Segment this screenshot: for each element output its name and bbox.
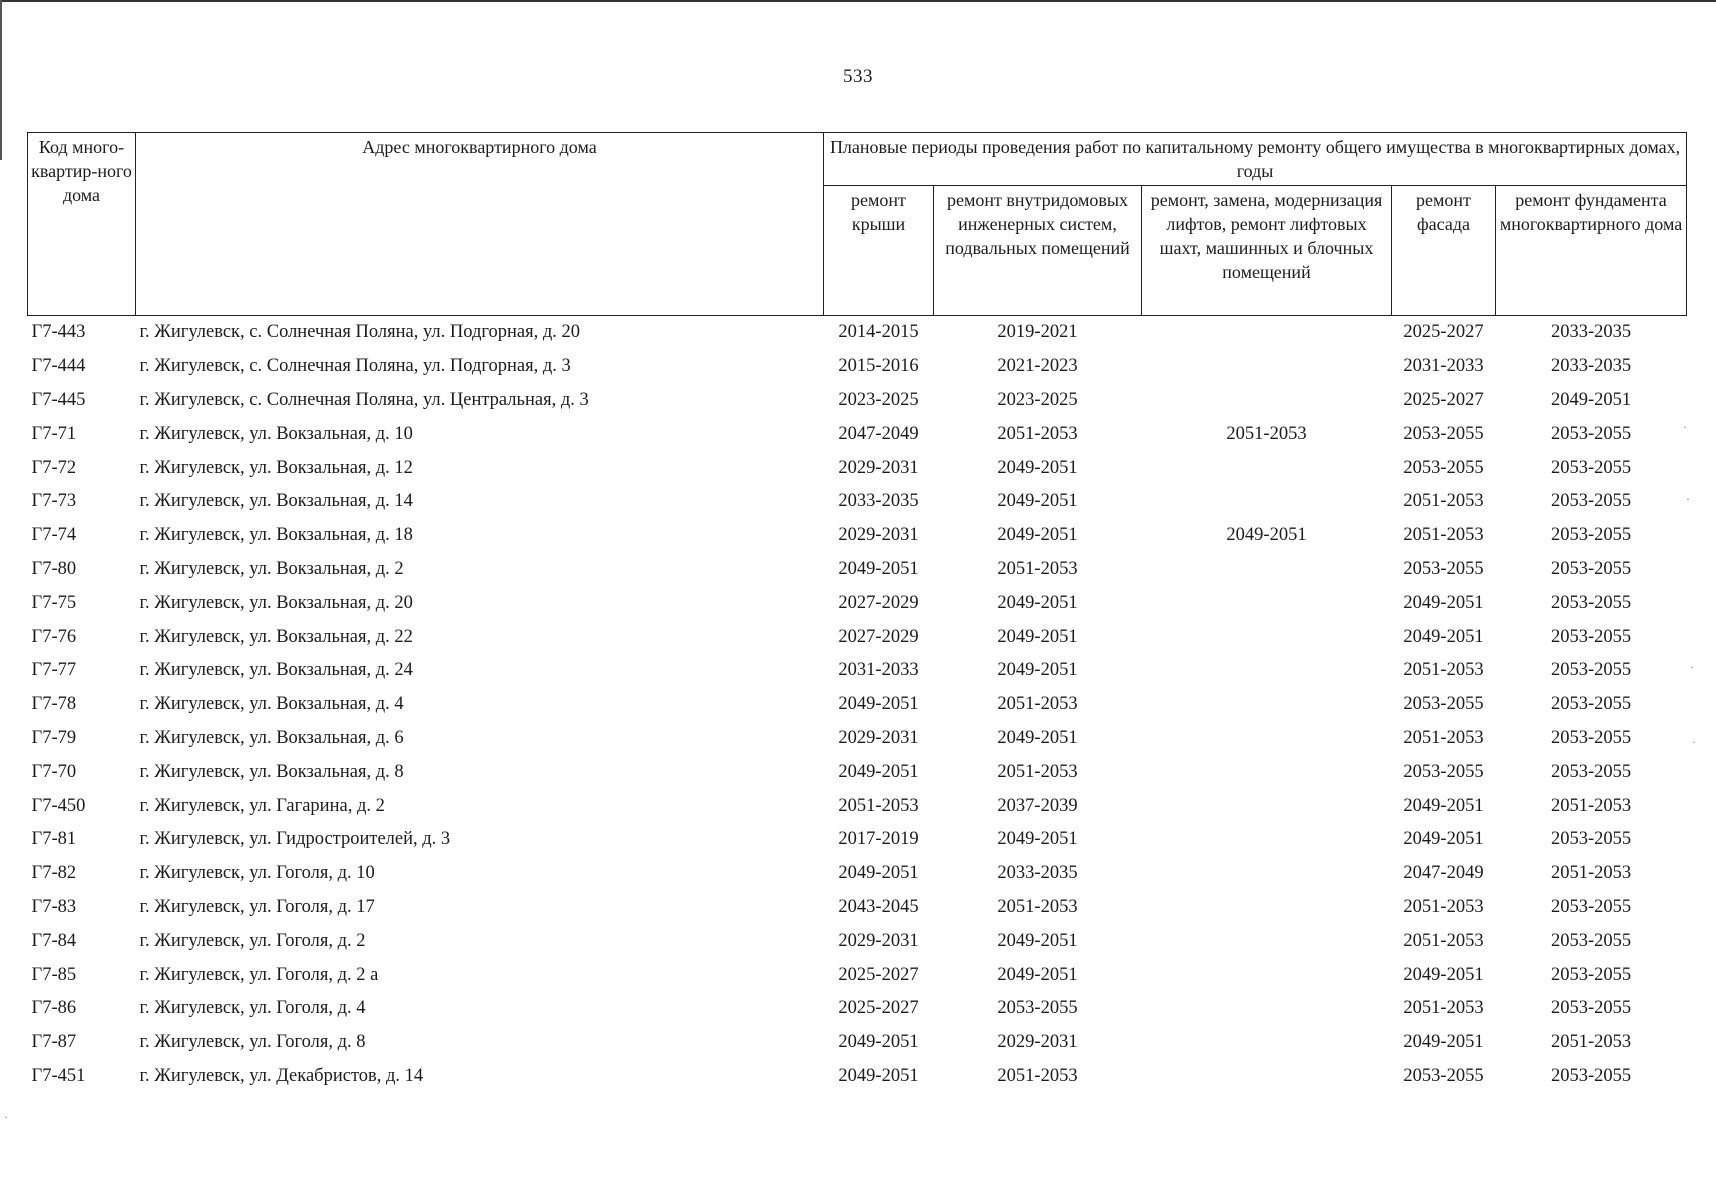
cell-systems: 2051-2053 <box>997 761 1078 782</box>
cell-address: г. Жигулевск, с. Солнечная Поляна, ул. Центральная, д. 3 <box>139 389 589 410</box>
cell-roof: 2049-2051 <box>838 1032 919 1053</box>
cell-systems: 2019-2021 <box>997 322 1078 343</box>
cell-foundation: 2053-2055 <box>1550 727 1632 748</box>
cell-foundation: 2053-2055 <box>1550 694 1632 715</box>
cell-address: г. Жигулевск, с. Солнечная Поляна, ул. Подгорная, д. 3 <box>139 356 571 377</box>
cell-facade: 2049-2051 <box>1403 1032 1484 1053</box>
cell-systems: 2049-2051 <box>997 829 1078 850</box>
cell-facade: 2051-2053 <box>1403 660 1484 681</box>
cell-roof: 2047-2049 <box>838 423 919 444</box>
cell-systems: 2049-2051 <box>997 964 1078 985</box>
cell-systems: 2051-2053 <box>997 558 1078 579</box>
cell-foundation: 2053-2055 <box>1550 964 1632 985</box>
cell-address: г. Жигулевск, ул. Вокзальная, д. 4 <box>139 694 404 715</box>
cell-code: Г7-445 <box>31 389 86 410</box>
cell-roof: 2025-2027 <box>838 998 919 1019</box>
cell-facade: 2053-2055 <box>1403 761 1484 782</box>
cell-roof: 2014-2015 <box>838 322 919 343</box>
cell-address: г. Жигулевск, ул. Гоголя, д. 8 <box>139 1032 366 1053</box>
cell-address: г. Жигулевск, ул. Вокзальная, д. 12 <box>139 457 413 478</box>
page-number: 533 <box>843 66 873 87</box>
cell-elevators <box>1142 1026 1392 1060</box>
cell-code: Г7-75 <box>31 592 77 613</box>
cell-code: Г7-443 <box>31 322 86 343</box>
cell-elevators <box>1142 1060 1392 1094</box>
cell-facade: 2053-2055 <box>1403 423 1484 444</box>
cell-foundation: 2053-2055 <box>1550 660 1632 681</box>
cell-address: г. Жигулевск, ул. Вокзальная, д. 6 <box>139 727 404 748</box>
scan-speck: · <box>1686 492 1690 506</box>
cell-roof: 2029-2031 <box>838 727 919 748</box>
cell-foundation: 2053-2055 <box>1550 761 1632 782</box>
cell-code: Г7-77 <box>31 660 77 681</box>
cell-code: Г7-81 <box>31 829 77 850</box>
cell-address: г. Жигулевск, ул. Вокзальная, д. 22 <box>139 626 413 647</box>
cell-elevators <box>1142 451 1392 485</box>
cell-roof: 2027-2029 <box>838 626 919 647</box>
cell-address: г. Жигулевск, ул. Гоголя, д. 10 <box>139 863 375 884</box>
cell-systems: 2021-2023 <box>997 356 1078 377</box>
cell-code: Г7-70 <box>31 761 77 782</box>
cell-facade: 2049-2051 <box>1403 964 1484 985</box>
table-row <box>28 620 1687 654</box>
table-row <box>28 688 1687 722</box>
cell-systems: 2049-2051 <box>997 930 1078 951</box>
table-row <box>28 350 1687 384</box>
cell-roof: 2031-2033 <box>838 660 919 681</box>
cell-address: г. Жигулевск, ул. Вокзальная, д. 10 <box>139 423 413 444</box>
table-row <box>28 823 1687 857</box>
header-planned-periods: Плановые периоды проведения работ по капитальному ремонту общего имущества в многоквартирных домах, годы <box>824 133 1687 186</box>
header-foundation: ремонт фундамента многоквартирного дома <box>1496 186 1687 316</box>
cell-address: г. Жигулевск, ул. Гагарина, д. 2 <box>139 795 385 816</box>
cell-address: г. Жигулевск, ул. Вокзальная, д. 18 <box>139 525 413 546</box>
cell-facade: 2047-2049 <box>1403 863 1484 884</box>
header-roof: ремонт крыши <box>824 186 934 316</box>
scan-speck: · <box>4 1110 8 1124</box>
cell-roof: 2029-2031 <box>838 930 919 951</box>
cell-elevators: 2051-2053 <box>1226 423 1307 444</box>
cell-facade: 2053-2055 <box>1403 558 1484 579</box>
cell-address: г. Жигулевск, ул. Вокзальная, д. 14 <box>139 491 413 512</box>
table-row <box>28 654 1687 688</box>
cell-roof: 2017-2019 <box>838 829 919 850</box>
cell-code: Г7-72 <box>31 457 77 478</box>
cell-roof: 2049-2051 <box>838 558 919 579</box>
table-row <box>28 755 1687 789</box>
cell-elevators <box>1142 654 1392 688</box>
header-systems: ремонт внутридомовых инженерных систем, подвальных помещений <box>934 186 1142 316</box>
cell-code: Г7-450 <box>31 795 86 816</box>
cell-foundation: 2053-2055 <box>1550 558 1632 579</box>
table-row <box>28 1060 1687 1094</box>
table-header <box>28 133 1687 316</box>
cell-facade: 2053-2055 <box>1403 1065 1484 1086</box>
cell-foundation: 2053-2055 <box>1550 1065 1632 1086</box>
header-facade: ремонт фасада <box>1392 186 1496 316</box>
cell-roof: 2033-2035 <box>838 491 919 512</box>
cell-foundation: 2053-2055 <box>1550 525 1632 546</box>
cell-elevators <box>1142 992 1392 1026</box>
cell-code: Г7-451 <box>31 1065 86 1086</box>
cell-foundation: 2049-2051 <box>1550 389 1632 410</box>
cell-facade: 2053-2055 <box>1403 694 1484 715</box>
cell-address: г. Жигулевск, ул. Гидростроителей, д. 3 <box>139 829 451 850</box>
cell-systems: 2023-2025 <box>997 389 1078 410</box>
cell-systems: 2049-2051 <box>997 525 1078 546</box>
cell-code: Г7-83 <box>31 896 77 917</box>
cell-foundation: 2051-2053 <box>1550 1032 1632 1053</box>
cell-roof: 2049-2051 <box>838 761 919 782</box>
cell-code: Г7-79 <box>31 727 77 748</box>
table-row <box>28 417 1687 451</box>
table-row <box>28 316 1687 350</box>
table-row <box>28 924 1687 958</box>
cell-facade: 2025-2027 <box>1403 322 1484 343</box>
cell-foundation: 2033-2035 <box>1550 356 1632 377</box>
table-body <box>28 316 1687 1094</box>
scan-speck: · <box>1690 660 1694 674</box>
cell-elevators <box>1142 553 1392 587</box>
table-row <box>28 789 1687 823</box>
cell-address: г. Жигулевск, ул. Вокзальная, д. 8 <box>139 761 404 782</box>
cell-address: г. Жигулевск, с. Солнечная Поляна, ул. Подгорная, д. 20 <box>139 322 581 343</box>
cell-elevators <box>1142 316 1392 350</box>
header-elevators: ремонт, замена, модернизация лифтов, ремонт лифтовых шахт, машинных и блочных помещений <box>1142 186 1392 316</box>
cell-systems: 2049-2051 <box>997 491 1078 512</box>
cell-foundation: 2053-2055 <box>1550 930 1632 951</box>
cell-systems: 2033-2035 <box>997 863 1078 884</box>
cell-roof: 2029-2031 <box>838 525 919 546</box>
cell-code: Г7-82 <box>31 863 77 884</box>
cell-code: Г7-80 <box>31 558 77 579</box>
cell-address: г. Жигулевск, ул. Гоголя, д. 2 <box>139 930 366 951</box>
cell-address: г. Жигулевск, ул. Гоголя, д. 2 а <box>139 964 379 985</box>
cell-elevators <box>1142 891 1392 925</box>
cell-facade: 2053-2055 <box>1403 457 1484 478</box>
table-row <box>28 485 1687 519</box>
cell-roof: 2049-2051 <box>838 694 919 715</box>
table-row <box>28 857 1687 891</box>
table-row <box>28 451 1687 485</box>
cell-facade: 2049-2051 <box>1403 626 1484 647</box>
cell-code: Г7-73 <box>31 491 77 512</box>
cell-systems: 2049-2051 <box>997 727 1078 748</box>
header-code: Код много-квартир-ного дома <box>28 133 136 316</box>
cell-roof: 2029-2031 <box>838 457 919 478</box>
cell-code: Г7-71 <box>31 423 77 444</box>
table-row <box>28 891 1687 925</box>
cell-facade: 2031-2033 <box>1403 356 1484 377</box>
cell-systems: 2029-2031 <box>997 1032 1078 1053</box>
cell-elevators <box>1142 958 1392 992</box>
cell-elevators: 2049-2051 <box>1226 525 1307 546</box>
header-address: Адрес многоквартирного дома <box>136 133 824 316</box>
cell-elevators <box>1142 485 1392 519</box>
cell-code: Г7-76 <box>31 626 77 647</box>
cell-roof: 2023-2025 <box>838 389 919 410</box>
cell-roof: 2049-2051 <box>838 1065 919 1086</box>
cell-foundation: 2053-2055 <box>1550 491 1632 512</box>
table-row <box>28 1026 1687 1060</box>
cell-foundation: 2053-2055 <box>1550 592 1632 613</box>
cell-elevators <box>1142 620 1392 654</box>
cell-roof: 2051-2053 <box>838 795 919 816</box>
cell-facade: 2051-2053 <box>1403 727 1484 748</box>
cell-roof: 2015-2016 <box>838 356 919 377</box>
table-row <box>28 384 1687 418</box>
cell-systems: 2051-2053 <box>997 1065 1078 1086</box>
cell-code: Г7-85 <box>31 964 77 985</box>
cell-facade: 2049-2051 <box>1403 592 1484 613</box>
cell-roof: 2027-2029 <box>838 592 919 613</box>
table-row <box>28 586 1687 620</box>
cell-systems: 2049-2051 <box>997 626 1078 647</box>
cell-roof: 2025-2027 <box>838 964 919 985</box>
cell-code: Г7-86 <box>31 998 77 1019</box>
table-row <box>28 722 1687 756</box>
cell-systems: 2049-2051 <box>997 457 1078 478</box>
table-row <box>28 958 1687 992</box>
scan-speck: · <box>1683 420 1687 434</box>
table-row <box>28 553 1687 587</box>
page-top-border <box>0 0 1716 6</box>
cell-foundation: 2033-2035 <box>1550 322 1632 343</box>
cell-elevators <box>1142 722 1392 756</box>
cell-foundation: 2053-2055 <box>1550 626 1632 647</box>
cell-elevators <box>1142 688 1392 722</box>
cell-elevators <box>1142 924 1392 958</box>
cell-elevators <box>1142 857 1392 891</box>
cell-address: г. Жигулевск, ул. Гоголя, д. 17 <box>139 896 375 917</box>
table-row <box>28 519 1687 553</box>
cell-systems: 2049-2051 <box>997 660 1078 681</box>
cell-elevators <box>1142 789 1392 823</box>
cell-code: Г7-87 <box>31 1032 77 1053</box>
cell-elevators <box>1142 350 1392 384</box>
cell-address: г. Жигулевск, ул. Декабристов, д. 14 <box>139 1065 424 1086</box>
cell-elevators <box>1142 755 1392 789</box>
cell-systems: 2049-2051 <box>997 592 1078 613</box>
cell-systems: 2051-2053 <box>997 694 1078 715</box>
cell-code: Г7-444 <box>31 356 86 377</box>
scan-speck: · <box>1692 735 1696 749</box>
cell-facade: 2051-2053 <box>1403 896 1484 917</box>
cell-foundation: 2053-2055 <box>1550 829 1632 850</box>
cell-code: Г7-74 <box>31 525 77 546</box>
cell-code: Г7-78 <box>31 694 77 715</box>
cell-foundation: 2053-2055 <box>1550 423 1632 444</box>
cell-foundation: 2053-2055 <box>1550 896 1632 917</box>
cell-facade: 2049-2051 <box>1403 795 1484 816</box>
cell-foundation: 2051-2053 <box>1550 795 1632 816</box>
cell-facade: 2051-2053 <box>1403 930 1484 951</box>
cell-roof: 2049-2051 <box>838 863 919 884</box>
repair-schedule-table <box>27 132 1687 1093</box>
cell-systems: 2051-2053 <box>997 423 1078 444</box>
cell-systems: 2051-2053 <box>997 896 1078 917</box>
cell-address: г. Жигулевск, ул. Гоголя, д. 4 <box>139 998 366 1019</box>
cell-foundation: 2051-2053 <box>1550 863 1632 884</box>
table-row <box>28 992 1687 1026</box>
cell-foundation: 2053-2055 <box>1550 457 1632 478</box>
cell-roof: 2043-2045 <box>838 896 919 917</box>
cell-address: г. Жигулевск, ул. Вокзальная, д. 24 <box>139 660 413 681</box>
cell-elevators <box>1142 586 1392 620</box>
cell-elevators <box>1142 823 1392 857</box>
cell-facade: 2049-2051 <box>1403 829 1484 850</box>
cell-elevators <box>1142 384 1392 418</box>
cell-address: г. Жигулевск, ул. Вокзальная, д. 2 <box>139 558 404 579</box>
cell-facade: 2051-2053 <box>1403 525 1484 546</box>
cell-facade: 2025-2027 <box>1403 389 1484 410</box>
cell-systems: 2037-2039 <box>997 795 1078 816</box>
cell-systems: 2053-2055 <box>997 998 1078 1019</box>
cell-facade: 2051-2053 <box>1403 998 1484 1019</box>
cell-address: г. Жигулевск, ул. Вокзальная, д. 20 <box>139 592 413 613</box>
cell-facade: 2051-2053 <box>1403 491 1484 512</box>
cell-foundation: 2053-2055 <box>1550 998 1632 1019</box>
cell-code: Г7-84 <box>31 930 77 951</box>
